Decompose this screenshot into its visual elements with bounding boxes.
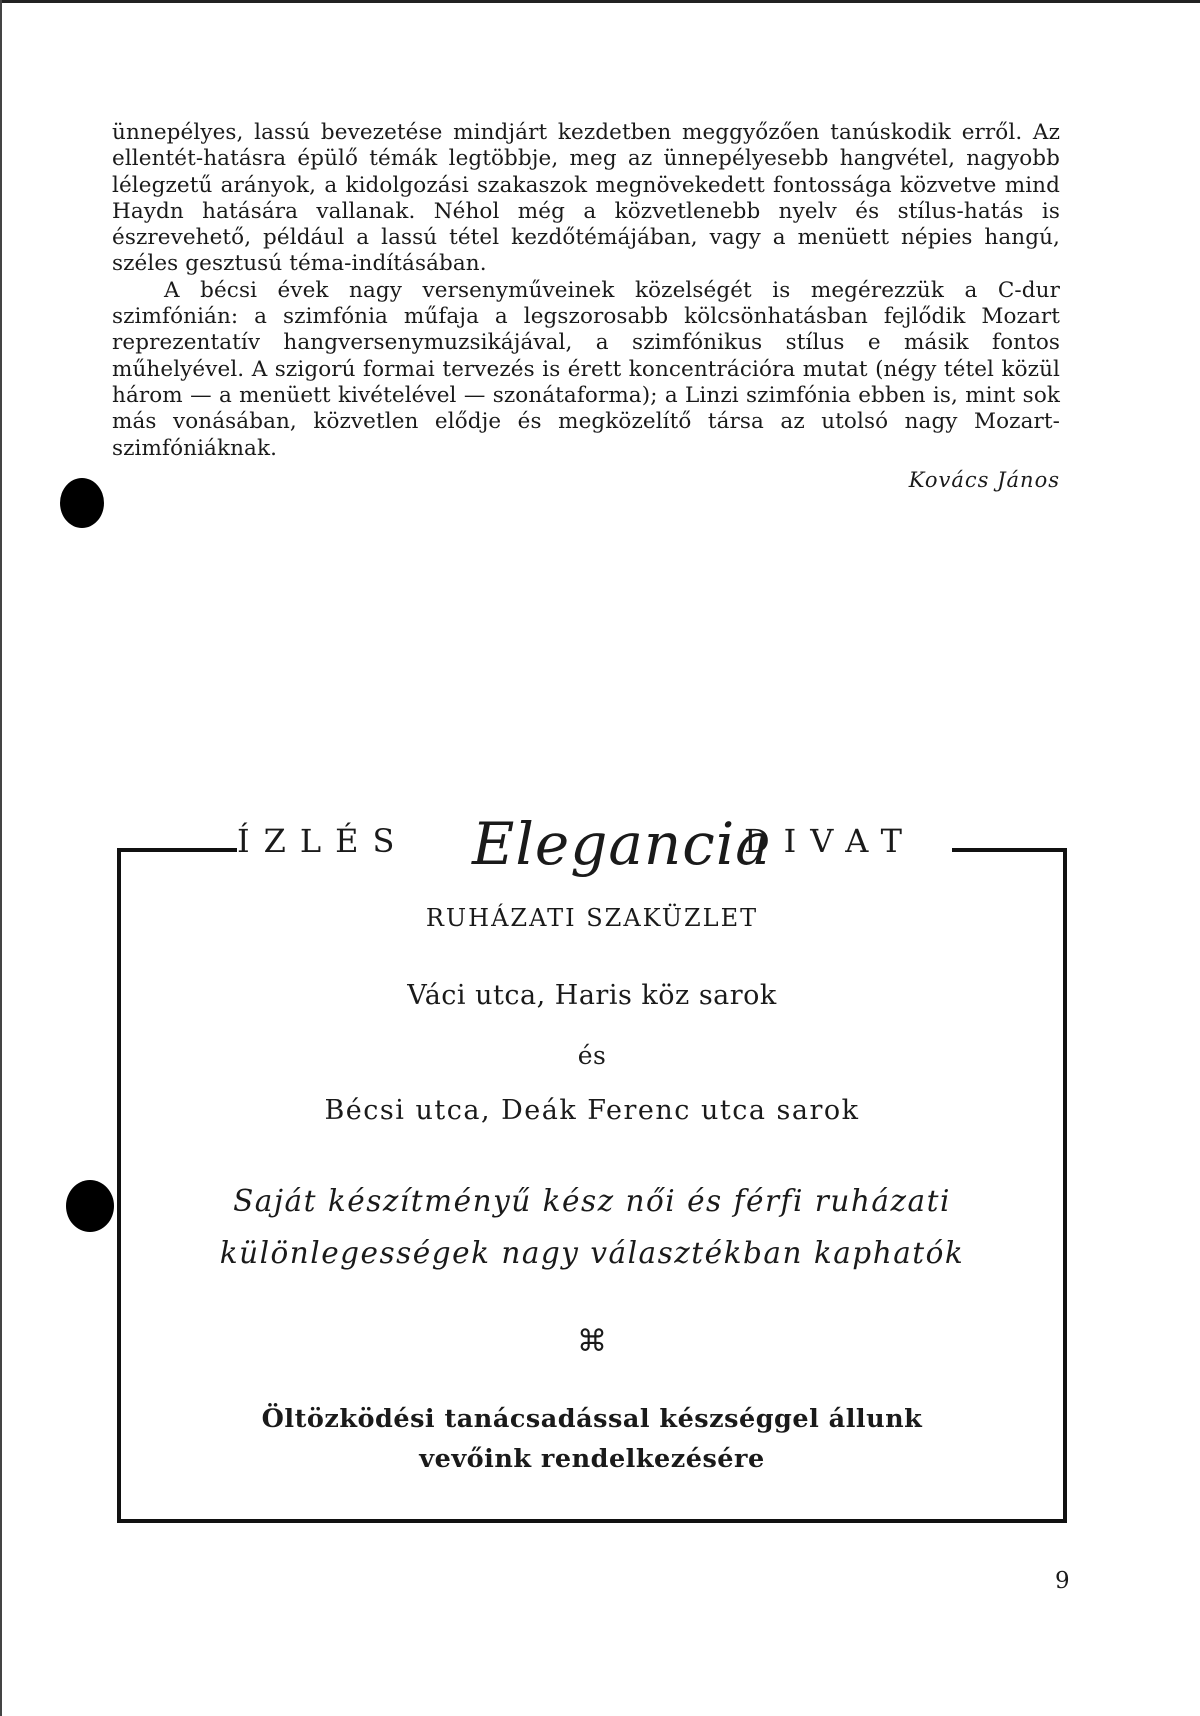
article-paragraph-1: ünnepélyes, lassú bevezetése mindjárt kezdetben meggyőzően tanúskodik erről. Az ellentét-hatásra épülő témák legtöbbje, meg az ünnepélyesebb hangvétel, nagyobb lélegzetű arányok, a kidolgozási szakaszok megnövekedett fontossága közvetve mind Haydn hatására vallanak. Néhol még a közvetlenebb nyelv és stílus-hatás is észrevehető, például a lassú tétel kezdőtémájában, vagy a menüett népies hangú, széles gesztusú téma-indításában. (112, 120, 1060, 277)
advertisement-box (117, 848, 1067, 1523)
page-left-edge (0, 0, 2, 1716)
ad-logo: Elegancia (472, 810, 771, 878)
ad-service-line-1: Öltözködési tanácsadással készséggel állunk (261, 1404, 923, 1434)
ad-slogan-line-2: különlegességek nagy választékban kaphatók (219, 1236, 965, 1270)
page-top-edge (0, 0, 1200, 3)
punch-hole-top (60, 478, 104, 528)
ad-address-1: Váci utca, Haris köz sarok (407, 980, 777, 1011)
ad-header-right-word: DIVAT (744, 822, 916, 860)
ad-header-left-word: ÍZLÉS (237, 822, 409, 860)
page-number: 9 (1055, 1568, 1070, 1594)
ad-border-bottom (117, 1519, 1067, 1523)
article-author: Kovács János (908, 467, 1060, 492)
punch-hole-bottom (66, 1180, 114, 1232)
ad-shop-type: RUHÁZATI SZAKÜZLET (425, 904, 759, 932)
ad-address-connector: és (577, 1041, 607, 1070)
ad-service-line-2: vevőink rendelkezésére (419, 1444, 765, 1474)
ad-address-2: Bécsi utca, Deák Ferenc utca sarok (324, 1095, 860, 1126)
article-paragraph-2: A bécsi évek nagy versenyműveinek közelségét is megérezzük a C-dur szimfónián: a szimfónia műfaja a legszorosabb kölcsönhatásban fejlődik Mozart reprezentatív hangversenymuzsikájával, a szimfónikus stílus e másik fontos műhelyével. A szigorú formai tervezés is érett koncentrációra mutat (négy tétel közül három — a menüett kivételével — szonátaforma); a Linzi szimfónia ebben is, mint sok más vonásában, közvetlen elődje és megközelítő társa az utolsó nagy Mozart-szimfóniáknak. (112, 277, 1060, 461)
ad-ornament-icon: ⌘ (577, 1324, 607, 1359)
article-text (112, 120, 1060, 492)
advertisement-header (117, 810, 1067, 878)
ad-slogan-line-1: Saját készítményű kész női és férfi ruházati (233, 1184, 951, 1218)
